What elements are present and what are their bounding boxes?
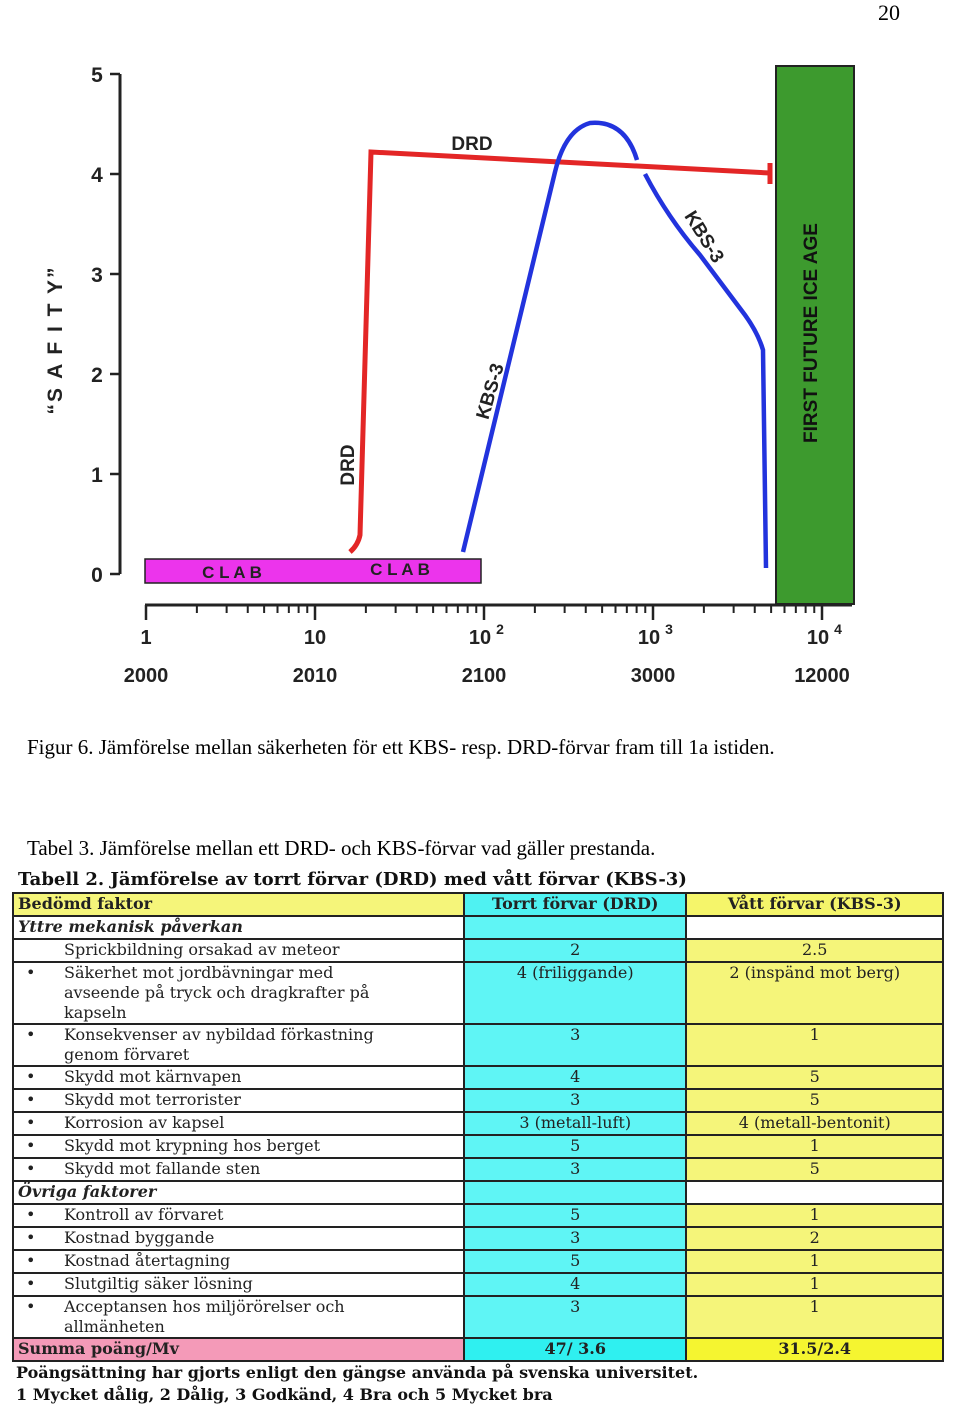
y-tick-label: 1 [91,464,103,487]
table-row [13,939,943,962]
dry-score: 2 [464,939,686,962]
bullet: • [26,1136,36,1155]
factor-cell [13,939,464,962]
dry-score: 4 [464,1066,686,1089]
wet-score: 5 [686,1158,943,1181]
table-footnote-2: 1 Mycket dålig, 2 Dålig, 3 Godkänd, 4 Bra och 5 Mycket bra [16,1385,553,1404]
x-year-label: 12000 [794,665,850,687]
factor-cell [13,1227,464,1250]
dry-score: 3 [464,1089,686,1112]
factor-text-cont: kapseln [64,1003,127,1022]
x-tick-label: 10 [637,627,661,649]
bullet: • [26,1159,36,1178]
bullet: • [26,1113,36,1132]
section-row-external [13,916,943,939]
table-row [13,1158,943,1181]
dry-score: 4 (friliggande) [464,962,686,1024]
kbs3-line [463,123,766,568]
x-year-label: 2010 [292,665,338,687]
table-row [13,1089,943,1112]
section-row-other [13,1181,943,1204]
factor-cell [13,1112,464,1135]
x-year-label: 3000 [630,665,676,687]
drd-top-label: DRD [451,134,493,155]
x-year-label: 2100 [461,665,507,687]
table-header-row [13,893,943,916]
sum-dry: 47/ 3.6 [464,1338,686,1361]
factor-text: Kostnad byggande [64,1228,215,1247]
table-row [13,1250,943,1273]
wet-score: 2 (inspänd mot berg) [686,962,943,1024]
x-year-label: 2000 [123,665,169,687]
factor-text: Acceptansen hos miljörörelser och [64,1297,345,1316]
figure-caption: Figur 6. Jämförelse mellan säkerheten för ett KBS- resp. DRD-förvar fram till 1a istiden. [27,735,775,759]
factor-text: Skydd mot terrorister [64,1090,241,1109]
factor-cell [13,1204,464,1227]
factor-cell [13,1066,464,1089]
wet-score: 1 [686,1135,943,1158]
x-tick-exponent: 2 [496,621,504,637]
x-tick-label: 10 [303,627,327,649]
sum-label: Summa poäng/Mv [13,1338,464,1361]
table-row [13,1112,943,1135]
drd-line [350,152,770,552]
sum-wet: 31.5/2.4 [686,1338,943,1361]
dry-score: 3 [464,1227,686,1250]
header-factor: Bedömd faktor [13,893,464,916]
wet-score: 4 (metall-bentonit) [686,1112,943,1135]
wet-score: 5 [686,1089,943,1112]
factor-cell [13,1296,464,1338]
factor-cell [13,1024,464,1066]
factor-cell [13,962,464,1024]
wet-score: 2.5 [686,939,943,962]
comparison-table-block [12,868,948,1406]
wet-score: 1 [686,1024,943,1066]
bullet: • [26,1205,36,1224]
table-footnote-1: Poängsättning har gjorts enligt den gängse använda på svenska universitet. [16,1363,699,1382]
table-row [13,1227,943,1250]
table-caption: Tabel 3. Jämförelse mellan ett DRD- och KBS-förvar vad gäller prestanda. [27,836,656,860]
clab-label-2: C L A B [370,560,430,579]
clab-label-1: C L A B [202,563,262,582]
bullet: • [26,1090,36,1109]
table-title: Tabell 2. Jämförelse av torrt förvar (DRD) med vått förvar (KBS-3) [18,869,687,890]
bullet: • [26,1228,36,1247]
dry-score: 3 [464,1158,686,1181]
table-row [13,1273,943,1296]
drd-vertical-label: DRD [338,444,359,486]
factor-text: Slutgiltig säker lösning [64,1274,253,1293]
bullet: • [26,1274,36,1293]
table-row [13,1296,943,1338]
kbs3-fall-label: KBS-3 [679,207,728,267]
dry-score: 3 (metall-luft) [464,1112,686,1135]
factor-cell [13,1158,464,1181]
y-tick-label: 0 [91,564,103,587]
factor-text: Säkerhet mot jordbävningar med [64,963,334,982]
bullet: • [26,963,36,982]
x-tick-exponent: 4 [834,621,842,637]
sum-row [13,1338,943,1361]
comparison-table [12,892,944,1362]
factor-text: Kostnad återtagning [64,1251,231,1270]
dry-score: 5 [464,1135,686,1158]
factor-cell [13,1273,464,1296]
factor-text-cont: genom förvaret [64,1045,190,1064]
x-major-ticks [124,605,850,687]
page-number: 20 [878,0,900,25]
y-tick-label: 5 [91,64,103,87]
factor-text: Kontroll av förvaret [64,1205,224,1224]
factor-cell [13,1250,464,1273]
factor-text: Konsekvenser av nybildad förkastning [64,1025,374,1044]
section-label: Övriga faktorer [13,1181,464,1204]
dry-score: 3 [464,1024,686,1066]
dry-score: 5 [464,1250,686,1273]
x-tick-exponent: 3 [665,621,673,637]
table-row [13,1024,943,1066]
x-tick-label: 10 [806,627,830,649]
bullet: • [26,1025,36,1044]
table-row [13,962,943,1024]
header-dry: Torrt förvar (DRD) [464,893,686,916]
table-row [13,1066,943,1089]
dry-score: 3 [464,1296,686,1338]
factor-text: Sprickbildning orsakad av meteor [64,940,340,959]
bullet: • [26,1251,36,1270]
table-row [13,1135,943,1158]
bullet: • [26,1067,36,1086]
clab-bar [145,559,481,583]
kbs3-rise-label: KBS-3 [472,361,509,422]
dry-score: 4 [464,1273,686,1296]
dry-score: 5 [464,1204,686,1227]
y-tick-label: 2 [91,364,103,387]
safety-chart [0,40,960,700]
factor-text: Skydd mot kärnvapen [64,1067,242,1086]
y-tick-label: 4 [91,164,103,187]
table-row [13,1204,943,1227]
y-tick-label: 3 [91,264,103,287]
wet-score: 1 [686,1204,943,1227]
factor-text-cont: allmänheten [64,1317,165,1336]
wet-score: 5 [686,1066,943,1089]
bullet: • [26,1297,36,1316]
wet-score: 2 [686,1227,943,1250]
ice-age-label: FIRST FUTURE ICE AGE [801,223,822,443]
x-tick-label: 10 [468,627,492,649]
factor-text: Korrosion av kapsel [64,1113,225,1132]
header-wet: Vått förvar (KBS-3) [686,893,943,916]
section-label: Yttre mekanisk påverkan [13,916,464,939]
factor-cell [13,1135,464,1158]
wet-score: 1 [686,1273,943,1296]
factor-text: Skydd mot krypning hos berget [64,1136,320,1155]
factor-cell [13,1089,464,1112]
x-tick-label: 1 [140,627,152,649]
factor-text-cont: avseende på tryck och dragkrafter på [64,983,370,1002]
y-ticks [91,64,120,587]
factor-text: Skydd mot fallande sten [64,1159,261,1178]
wet-score: 1 [686,1296,943,1338]
y-axis-label: “S A F I T Y” [44,265,67,415]
wet-score: 1 [686,1250,943,1273]
